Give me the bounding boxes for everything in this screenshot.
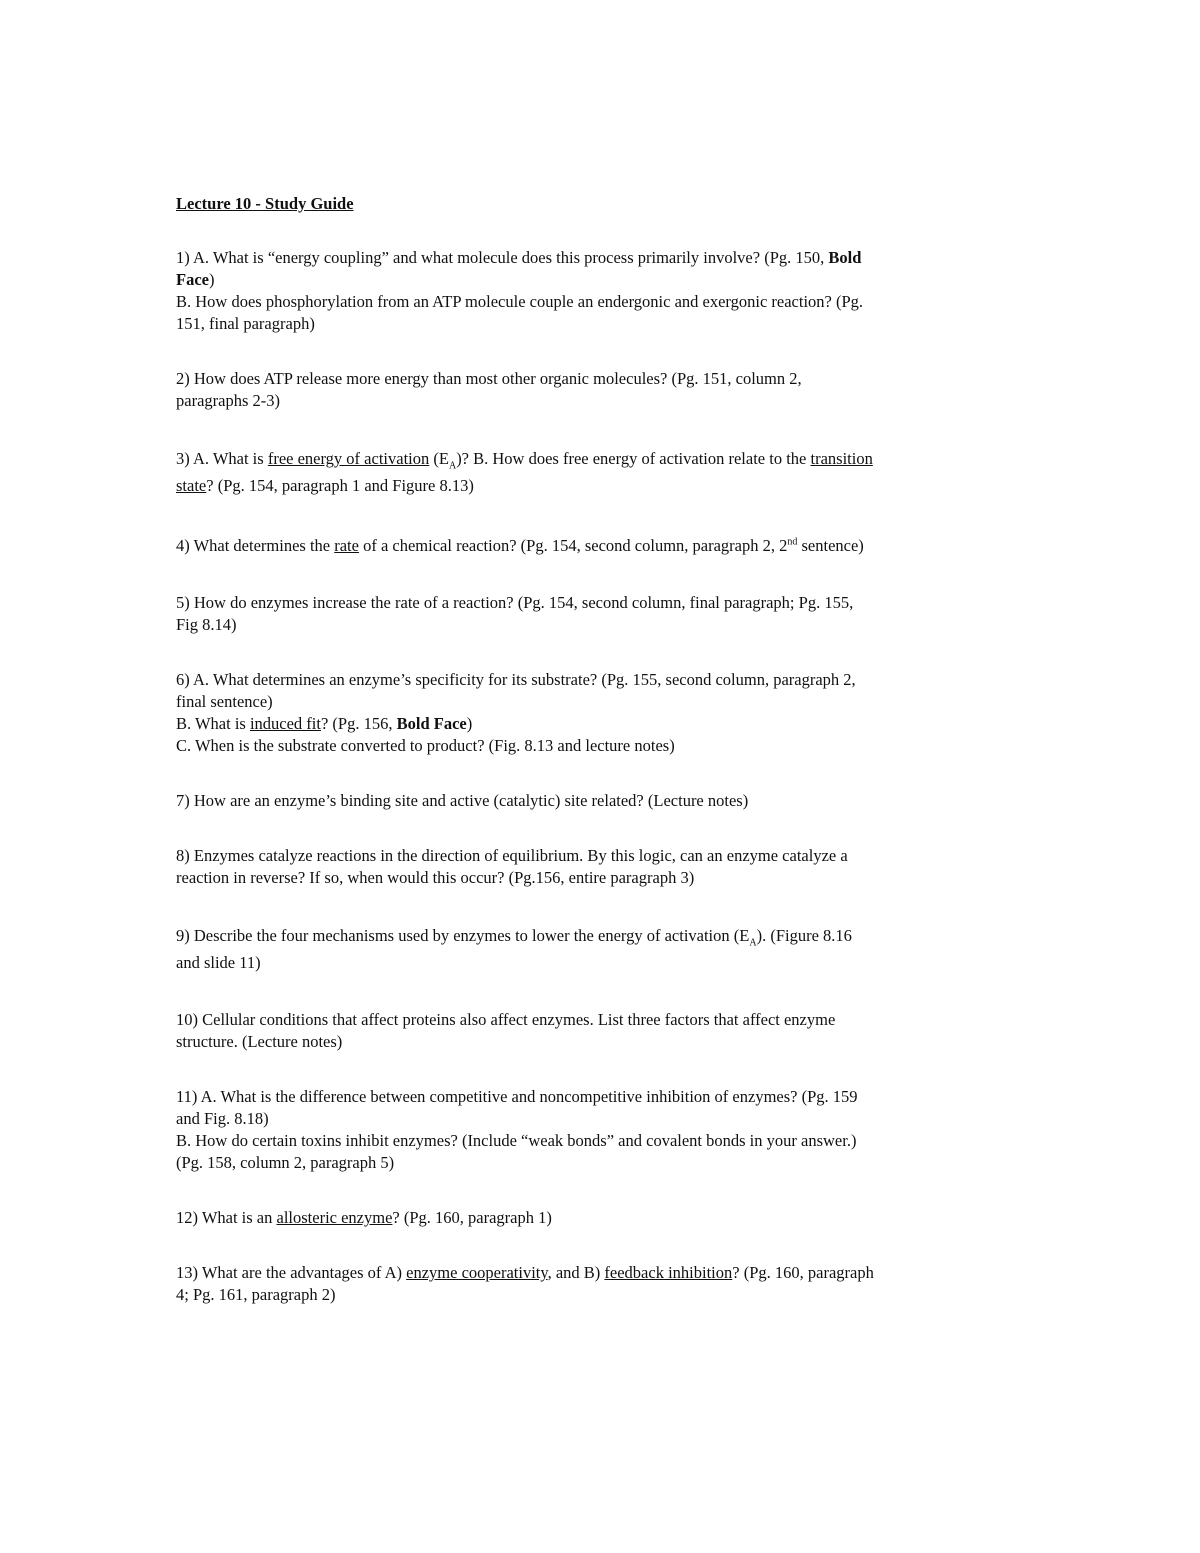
- underlined-term: allosteric enzyme: [276, 1208, 393, 1227]
- question-text: sentence): [797, 536, 864, 555]
- question-text: ? (Pg. 156,: [320, 714, 397, 733]
- question-text: )? B. How does free energy of activation relate to the: [456, 449, 811, 468]
- question-text: ? (Pg. 160, paragraph 1): [392, 1208, 552, 1227]
- question-4-text: [176, 532, 876, 559]
- question-8-text: 8) Enzymes catalyze reactions in the direction of equilibrium. By this logic, can an enzyme catalyze a reaction in reverse? If so, when would this occur? (Pg.156, entire paragraph 3): [176, 846, 848, 887]
- question-text: B. What is: [176, 714, 250, 733]
- question-3-text: [176, 445, 876, 499]
- question-text: of a chemical reaction? (Pg. 154, second column, paragraph 2, 2: [358, 536, 788, 555]
- question-text: ): [208, 270, 215, 289]
- question-text: 13) What are the advantages of A): [176, 1263, 407, 1282]
- question-7: [176, 790, 876, 812]
- question-6: [176, 669, 876, 757]
- question-7-text: 7) How are an enzyme’s binding site and active (catalytic) site related? (Lecture notes): [176, 791, 749, 810]
- question-13: [176, 1262, 876, 1306]
- question-2-text: 2) How does ATP release more energy than most other organic molecules? (Pg. 151, column 2, paragraphs 2-3): [176, 369, 802, 410]
- question-text: ): [466, 714, 473, 733]
- subscript: A: [448, 460, 457, 472]
- question-text: , and B): [547, 1263, 605, 1282]
- bold-text: Bold Face: [176, 248, 862, 289]
- question-6c: C. When is the substrate converted to product? (Fig. 8.13 and lecture notes): [176, 736, 675, 755]
- question-11a: 11) A. What is the difference between competitive and noncompetitive inhibition of enzymes? (Pg. 159 and Fig. 8.18): [176, 1087, 858, 1128]
- underlined-term: free energy of activation: [267, 449, 430, 468]
- question-text: 12) What is an: [176, 1208, 277, 1227]
- study-guide-content: [176, 193, 876, 1339]
- underlined-term: feedback inhibition: [604, 1263, 733, 1282]
- question-11: [176, 1086, 876, 1174]
- bold-text: Bold Face: [396, 714, 467, 733]
- question-6a: 6) A. What determines an enzyme’s specificity for its substrate? (Pg. 155, second column, paragraph 2, final sentence): [176, 670, 856, 711]
- question-10-text: 10) Cellular conditions that affect proteins also affect enzymes. List three factors that affect enzyme structure. (Lecture notes): [176, 1010, 836, 1051]
- document-title: Lecture 10 - Study Guide: [176, 194, 354, 213]
- question-8: [176, 845, 876, 889]
- question-1: [176, 247, 876, 335]
- question-4: [176, 532, 876, 559]
- question-6b: [176, 713, 876, 735]
- question-text: 9) Describe the four mechanisms used by enzymes to lower the energy of activation (E: [176, 926, 750, 945]
- subscript: A: [749, 937, 757, 949]
- question-text: ? (Pg. 154, paragraph 1 and Figure 8.13): [206, 476, 474, 495]
- question-text: ? (Pg. 160, paragraph 4; Pg. 161, paragraph 2): [176, 1263, 874, 1304]
- question-1a: [176, 247, 876, 291]
- question-12-text: [176, 1207, 876, 1229]
- underlined-term: rate: [334, 536, 359, 555]
- underlined-term: enzyme cooperativity: [406, 1263, 548, 1282]
- question-1b: B. How does phosphorylation from an ATP molecule couple an endergonic and exergonic reaction? (Pg. 151, final paragraph): [176, 292, 864, 333]
- question-2: [176, 368, 876, 412]
- question-text: 1) A. What is “energy coupling” and what molecule does this process primarily involve? (Pg. 150,: [176, 248, 829, 267]
- question-3: [176, 445, 876, 499]
- underlined-term: induced fit: [249, 714, 321, 733]
- question-5: [176, 592, 876, 636]
- question-text: 4) What determines the: [176, 536, 335, 555]
- question-text: ). (Figure 8.16 and slide 11): [176, 926, 852, 972]
- question-9: [176, 922, 876, 976]
- superscript: nd: [787, 536, 798, 548]
- question-9-text: [176, 922, 876, 976]
- underlined-term: transition state: [176, 449, 873, 495]
- question-text: 3) A. What is: [176, 449, 268, 468]
- question-11b: B. How do certain toxins inhibit enzymes? (Include “weak bonds” and covalent bonds in your answer.) (Pg. 158, column 2, paragraph 5): [176, 1131, 857, 1172]
- question-12: [176, 1207, 876, 1229]
- question-13-text: [176, 1262, 876, 1306]
- question-text: (E: [429, 449, 449, 468]
- question-5-text: 5) How do enzymes increase the rate of a reaction? (Pg. 154, second column, final paragraph; Pg. 155, Fig 8.14): [176, 593, 854, 634]
- question-10: [176, 1009, 876, 1053]
